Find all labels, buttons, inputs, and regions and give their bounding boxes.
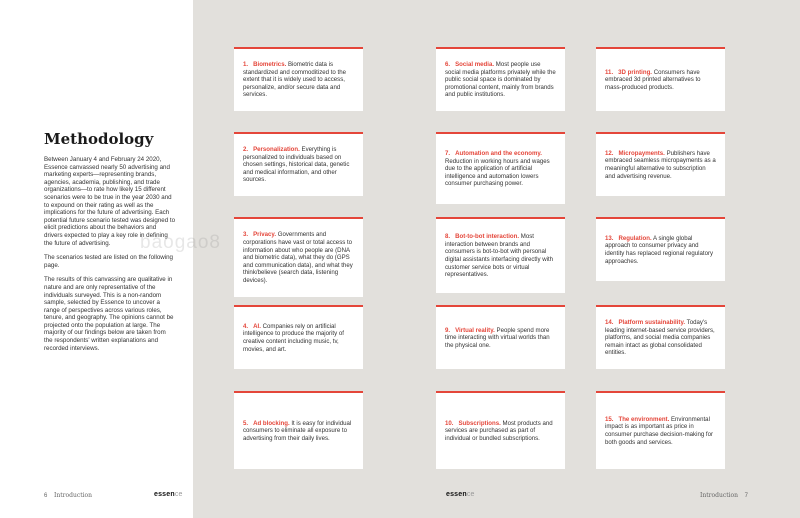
- methodology-paragraph-2: The scenarios tested are listed on the following page.: [44, 254, 173, 269]
- left-page-number: 6: [44, 493, 48, 499]
- scenario-card: 15. The environment. Environmental impact is as important as price in consumer purchase decision-making for both goods and services.: [596, 391, 725, 469]
- methodology-paragraph-3: The results of this canvassing are qualitative in nature and are only representative of the individuals surveyed. This is a non-random sample, selected by Essence to uncover a range of perspectives across various roles, tenure, and geography. The opinions cannot be projected onto the population at large. The majority of our findings below are taken from the respondents' written explanations and recorded interviews.: [44, 276, 174, 352]
- methodology-body: [44, 156, 176, 359]
- scenario-card: 2. Personalization. Everything is personalized to individuals based on chosen settings, historical data, genetic and medical information, and other sources.: [234, 132, 363, 196]
- scenario-card: 9. Virtual reality. People spend more time interacting with virtual worlds than the physical one.: [436, 305, 565, 369]
- left-section-label: Introduction: [54, 492, 93, 499]
- scenario-card: 14. Platform sustainability. Today's leading internet-based service providers, platforms, and social media companies remain intact as global consolidated entities.: [596, 305, 725, 369]
- scenario-card: 4. AI. Companies rely on artificial intelligence to produce the majority of creative content including music, tv, movies, and art.: [234, 305, 363, 369]
- right-footer: [700, 492, 748, 499]
- scenario-card: 1. Biometrics. Biometric data is standardized and commoditized to the extent that it is widely used to access, personalize, and/or secure data and services.: [234, 47, 363, 111]
- scenario-card: 11. 3D printing. Consumers have embraced 3d printed alternatives to mass-produced products.: [596, 47, 725, 111]
- left-footer: [44, 492, 92, 499]
- left-essence-logo: essence: [154, 491, 183, 498]
- right-page-number: 7: [744, 493, 749, 499]
- scenario-card: 10. Subscriptions. Most products and services are purchased as part of individual or bundled subscriptions.: [436, 391, 565, 469]
- watermark: baogao8: [140, 232, 221, 253]
- scenario-card: 13. Regulation. A single global approach to consumer privacy and identity has replaced regional regulatory approaches.: [596, 217, 725, 281]
- right-section-label: Introduction: [700, 492, 738, 499]
- right-essence-logo: essence: [446, 491, 475, 498]
- scenario-card: 3. Privacy. Governments and corporations have vast or total access to information about who people are (DNA and biometric data), what they do (GPS and communication data), and what they think/believe (search data, listening devices).: [234, 217, 363, 297]
- scenario-card: 12. Micropayments. Publishers have embraced seamless micropayments as a meaningful alternative to subscription and advertising revenue.: [596, 132, 725, 196]
- scenario-card: 8. Bot-to-bot interaction. Most interaction between brands and consumers is bot-to-bot with personal digital assistants interfacing directly with customer service bots or virtual representatives.: [436, 217, 565, 293]
- left-page: [0, 0, 193, 518]
- scenario-card: 6. Social media. Most people use social media platforms privately while the public social space is dominated by promotional content, mainly from brands and public institutions.: [436, 47, 565, 111]
- methodology-paragraph-1: Between January 4 and February 24 2020, Essence canvassed nearly 50 advertising and marketing experts—representing brands, agencies, academia, publishing, and trade organizations—to rate how likely 15 different scenarios were to be true in the year 2030 and to expound on their rating as well as the implications for the future of advertising. Each potential future scenario tested was designed to elicit predictions about the behaviors and drivers expected to play a key role in defining the future of advertising.: [44, 156, 176, 247]
- page-title: Methodology: [44, 130, 154, 148]
- scenario-card: 5. Ad blocking. It is easy for individual consumers to eliminate all exposure to advertising from their daily lives.: [234, 391, 363, 469]
- scenario-card: 7. Automation and the economy. Reduction in working hours and wages due to the application of artificial intelligence and automation lowers consumer purchasing power.: [436, 132, 565, 204]
